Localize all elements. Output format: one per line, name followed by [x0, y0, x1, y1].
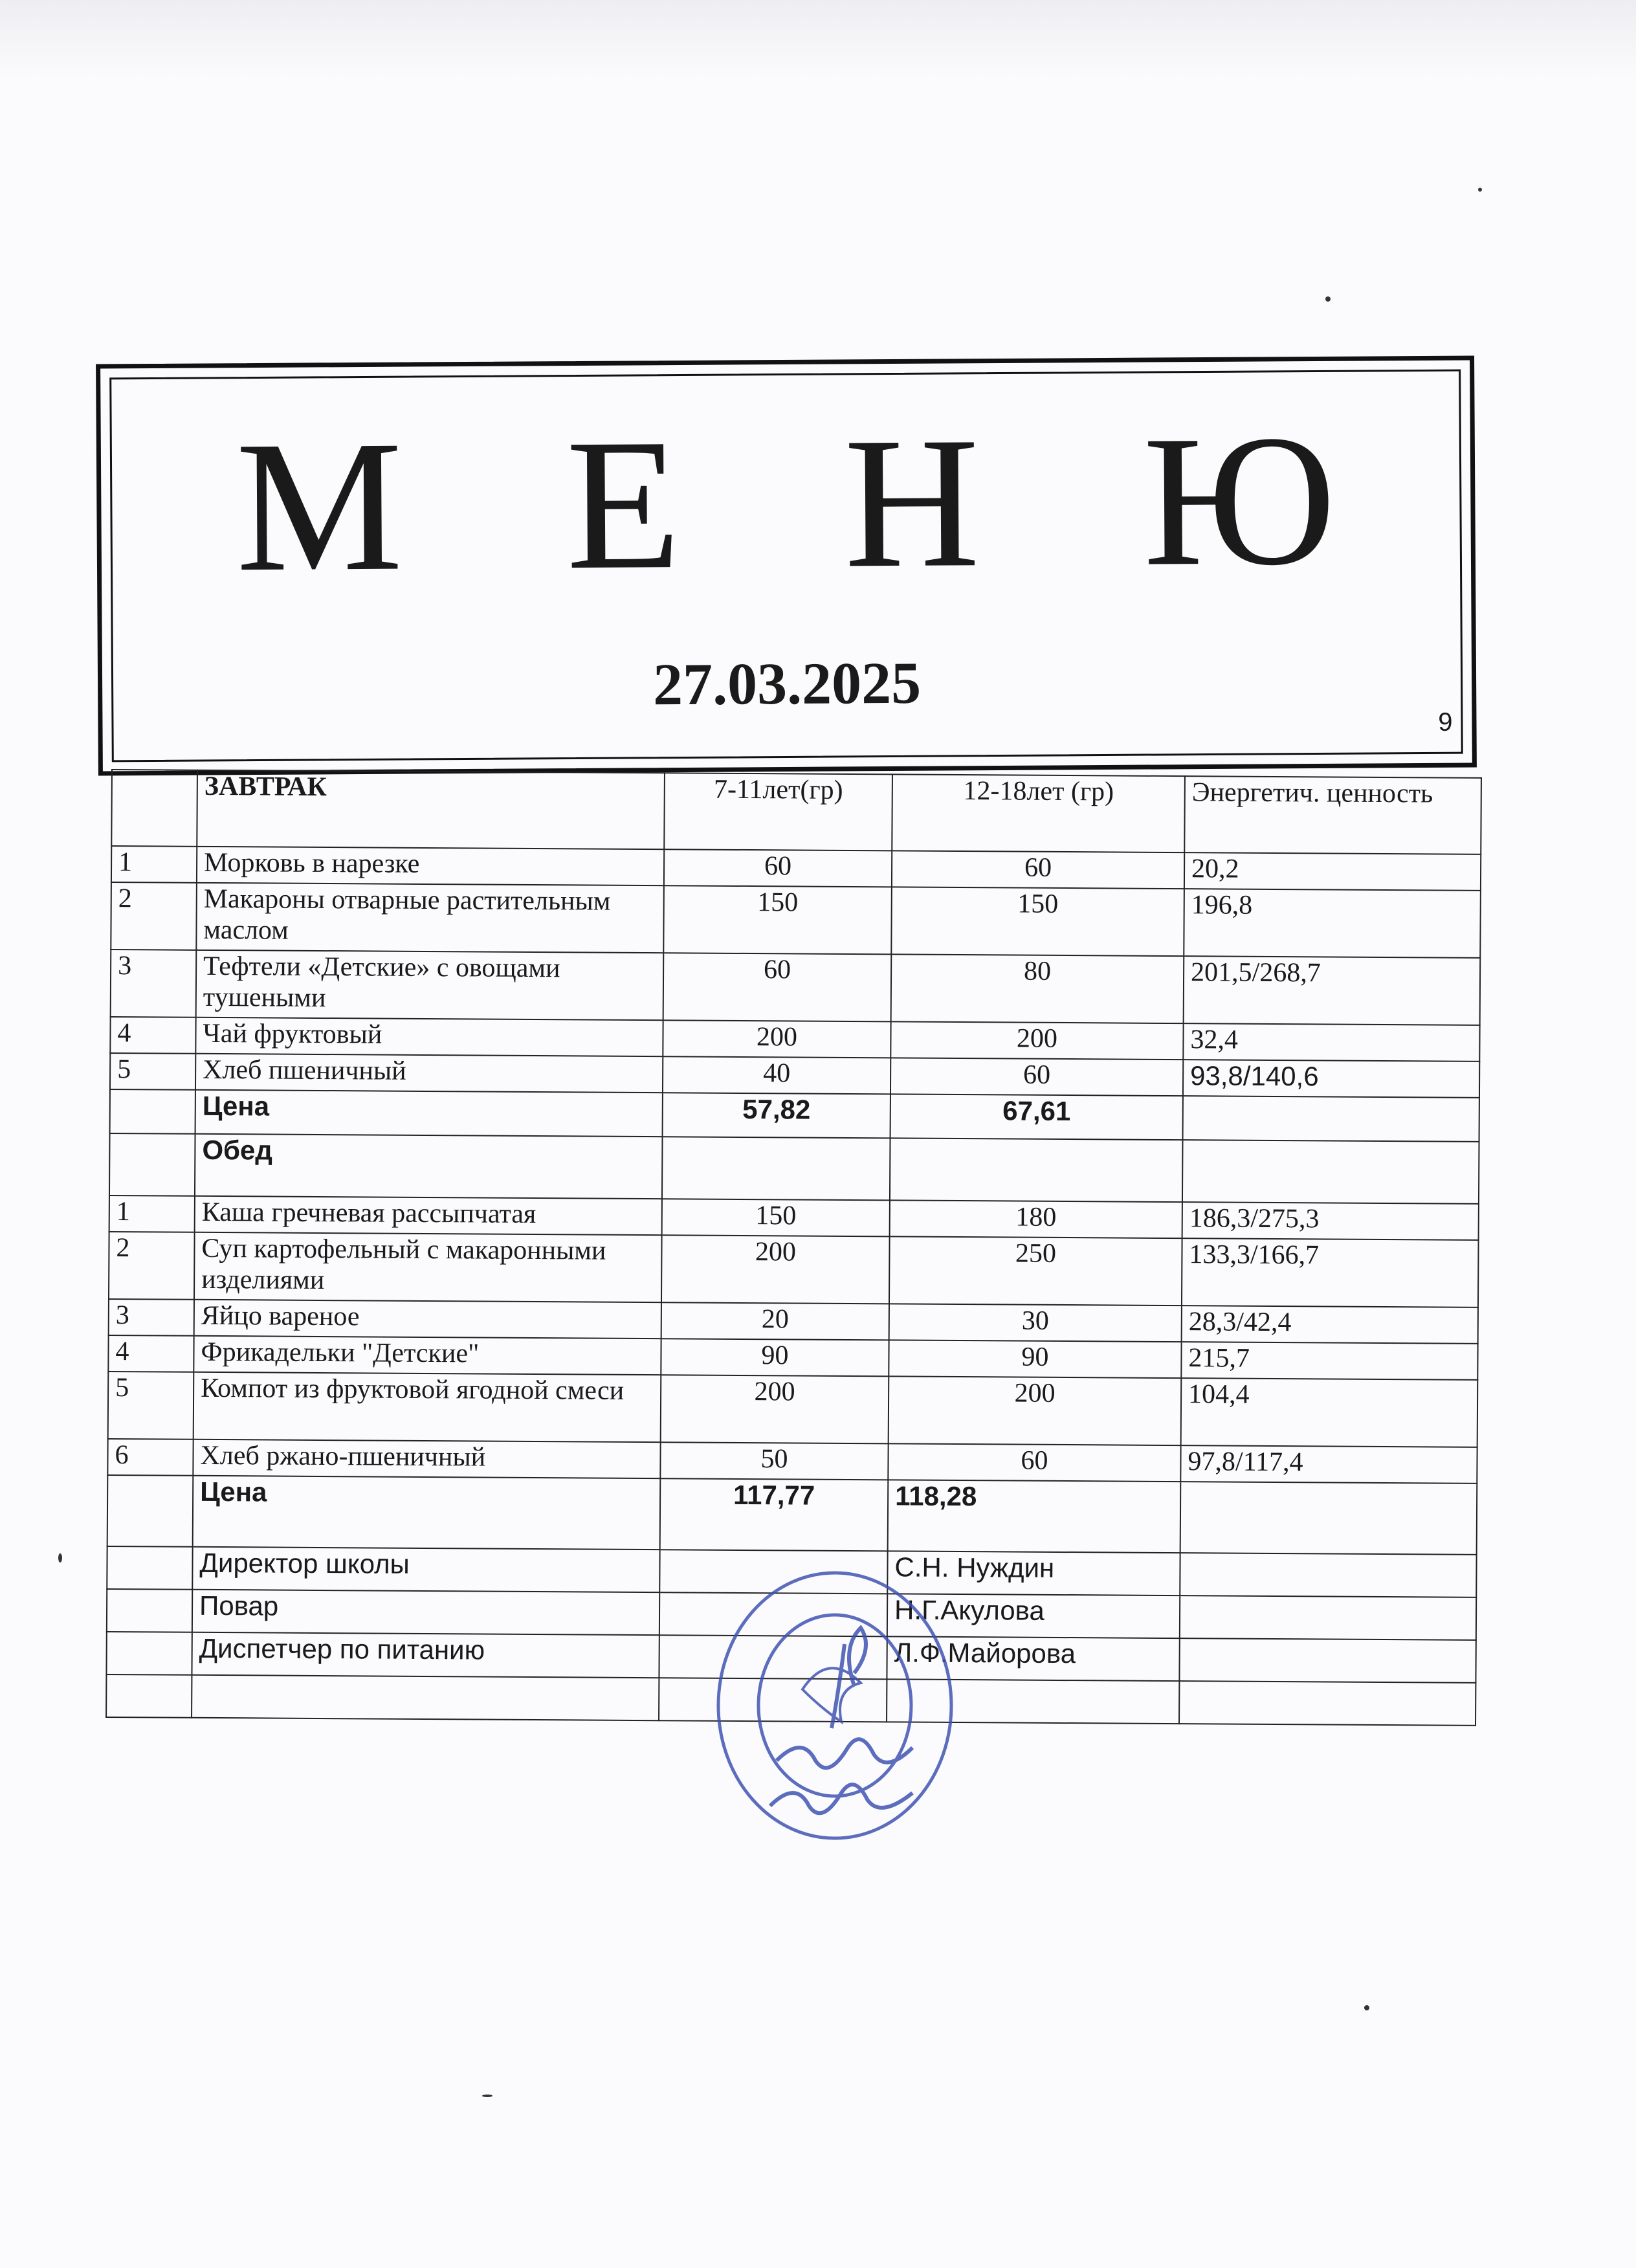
lunch-price-label: Цена — [193, 1476, 661, 1550]
item-number: 6 — [107, 1439, 193, 1476]
item-energy: 28,3/42,4 — [1182, 1306, 1478, 1344]
item-energy: 201,5/268,7 — [1184, 956, 1481, 1025]
item-grams-7-11: 200 — [661, 1375, 889, 1443]
item-name: Чай фруктовый — [195, 1017, 663, 1056]
lunch-title-row — [109, 1133, 1479, 1204]
signature-empty — [1179, 1638, 1476, 1683]
header-num-cell — [111, 770, 197, 847]
lunch-title-num-cell — [109, 1133, 195, 1196]
breakfast-price-energy — [1183, 1096, 1479, 1142]
signature-num-cell — [106, 1632, 192, 1675]
item-grams-12-18: 30 — [889, 1304, 1182, 1342]
lunch-title-empty — [1182, 1140, 1479, 1204]
lunch-price-row — [107, 1475, 1477, 1555]
lunch-price-12-18: 118,28 — [888, 1480, 1181, 1553]
item-energy: 186,3/275,3 — [1182, 1202, 1479, 1240]
item-name: Суп картофельный с макаронными изделиями — [194, 1232, 662, 1302]
breakfast-price-7-11: 57,82 — [663, 1093, 890, 1138]
menu-title: М Е Н Ю — [235, 395, 1395, 611]
scan-speck — [1325, 296, 1331, 302]
item-grams-12-18: 200 — [890, 1021, 1183, 1060]
item-grams-7-11: 40 — [663, 1056, 890, 1094]
breakfast-rows — [110, 846, 1481, 1098]
item-grams-12-18: 180 — [890, 1200, 1182, 1238]
item-grams-12-18: 250 — [889, 1236, 1182, 1306]
scan-speck — [1478, 188, 1482, 192]
item-energy: 97,8/117,4 — [1180, 1445, 1477, 1484]
signature-num-cell — [107, 1546, 192, 1590]
table-row — [111, 950, 1481, 1025]
col-header-7-11: 7-11лет(гр) — [664, 773, 892, 850]
signature-num-cell — [107, 1589, 192, 1632]
item-grams-7-11: 150 — [662, 1199, 890, 1236]
item-grams-7-11: 20 — [661, 1302, 889, 1340]
breakfast-price-12-18: 67,61 — [890, 1094, 1183, 1140]
item-energy: 32,4 — [1183, 1023, 1479, 1062]
item-name: Хлеб пшеничный — [195, 1054, 663, 1093]
item-number: 5 — [110, 1053, 195, 1090]
item-number: 1 — [109, 1195, 195, 1232]
item-grams-7-11: 60 — [664, 849, 892, 887]
item-number: 5 — [108, 1372, 194, 1440]
price-num-cell — [110, 1089, 195, 1134]
signature-role: Диспетчер по питанию — [192, 1632, 659, 1678]
col-header-energy: Энергетич. ценность — [1184, 776, 1481, 854]
handwritten-signature-2 — [777, 1739, 912, 1768]
scan-speck — [1364, 2005, 1369, 2010]
col-header-12-18: 12-18лет (гр) — [892, 774, 1185, 852]
item-number: 3 — [111, 950, 197, 1017]
item-name: Морковь в нарезке — [197, 847, 664, 885]
item-energy: 104,4 — [1181, 1378, 1478, 1447]
table-header-row — [111, 770, 1481, 854]
breakfast-header: ЗАВТРАК — [197, 770, 665, 849]
scan-speck — [58, 1553, 62, 1562]
item-energy: 196,8 — [1184, 889, 1481, 958]
breakfast-price-label: Цена — [195, 1090, 663, 1137]
item-name: Яйцо вареное — [194, 1300, 661, 1339]
lunch-title: Обед — [195, 1134, 663, 1199]
official-stamp — [705, 1560, 964, 1845]
signature-empty — [1180, 1553, 1476, 1597]
item-grams-12-18: 90 — [889, 1340, 1181, 1378]
empty-cell — [192, 1675, 659, 1720]
signature-role: Директор школы — [192, 1547, 659, 1592]
item-grams-12-18: 200 — [889, 1376, 1182, 1445]
menu-date: 27.03.2025 — [652, 649, 922, 718]
item-grams-12-18: 60 — [892, 850, 1184, 889]
signature-name: С.Н. Нуждин — [887, 1551, 1180, 1595]
item-name: Компот из фруктовой ягодной смеси — [193, 1372, 661, 1442]
signature-name: Н.Г.Акулова — [887, 1594, 1180, 1638]
lunch-price-7-11: 117,77 — [660, 1478, 889, 1551]
item-number: 2 — [109, 1232, 195, 1300]
item-number: 3 — [109, 1299, 194, 1336]
item-name: Хлеб ржано-пшеничный — [193, 1440, 660, 1478]
item-grams-12-18: 150 — [891, 887, 1184, 956]
item-grams-7-11: 150 — [663, 885, 892, 954]
item-grams-7-11: 60 — [663, 953, 892, 1021]
scan-shadow — [0, 0, 1636, 78]
item-grams-7-11: 50 — [660, 1442, 888, 1480]
item-number: 4 — [110, 1017, 195, 1054]
item-grams-12-18: 80 — [891, 954, 1184, 1023]
scan-speck — [482, 2095, 492, 2097]
lunch-title-empty — [662, 1137, 890, 1200]
item-number: 2 — [111, 882, 197, 950]
item-energy: 133,3/166,7 — [1182, 1238, 1479, 1307]
table-row — [109, 1232, 1479, 1307]
lunch-title-empty — [890, 1138, 1183, 1202]
item-name: Каша гречневая рассыпчатая — [195, 1196, 662, 1235]
item-grams-7-11: 90 — [661, 1339, 889, 1376]
item-grams-7-11: 200 — [661, 1235, 890, 1304]
empty-cell — [1179, 1681, 1476, 1726]
signature-role: Повар — [192, 1590, 659, 1635]
breakfast-price-row — [110, 1089, 1479, 1142]
empty-cell — [106, 1674, 192, 1718]
signature-empty — [1180, 1595, 1476, 1640]
signature-name: Л.Ф.Майорова — [887, 1636, 1179, 1681]
item-name: Макароны отварные растительным маслом — [196, 883, 664, 953]
item-name: Фрикадельки "Детские" — [193, 1336, 661, 1375]
item-grams-7-11: 200 — [663, 1020, 890, 1058]
lunch-rows — [107, 1195, 1479, 1484]
handwritten-signature-1 — [832, 1628, 866, 1728]
item-number: 1 — [111, 846, 197, 883]
page-number: 9 — [1438, 707, 1453, 737]
item-energy: 20,2 — [1184, 852, 1481, 891]
item-grams-12-18: 60 — [888, 1443, 1180, 1482]
item-grams-12-18: 60 — [890, 1058, 1183, 1096]
table-row — [111, 882, 1481, 958]
table-row — [108, 1372, 1478, 1447]
item-name: Тефтели «Детские» с овощами тушеными — [196, 950, 664, 1020]
price-num-cell — [107, 1475, 193, 1547]
lunch-price-energy — [1180, 1482, 1477, 1555]
menu-header-box — [96, 356, 1477, 776]
item-energy: 93,8/140,6 — [1183, 1060, 1479, 1098]
item-number: 4 — [108, 1335, 193, 1372]
item-energy: 215,7 — [1181, 1342, 1477, 1380]
handwritten-signature-3 — [770, 1784, 912, 1813]
